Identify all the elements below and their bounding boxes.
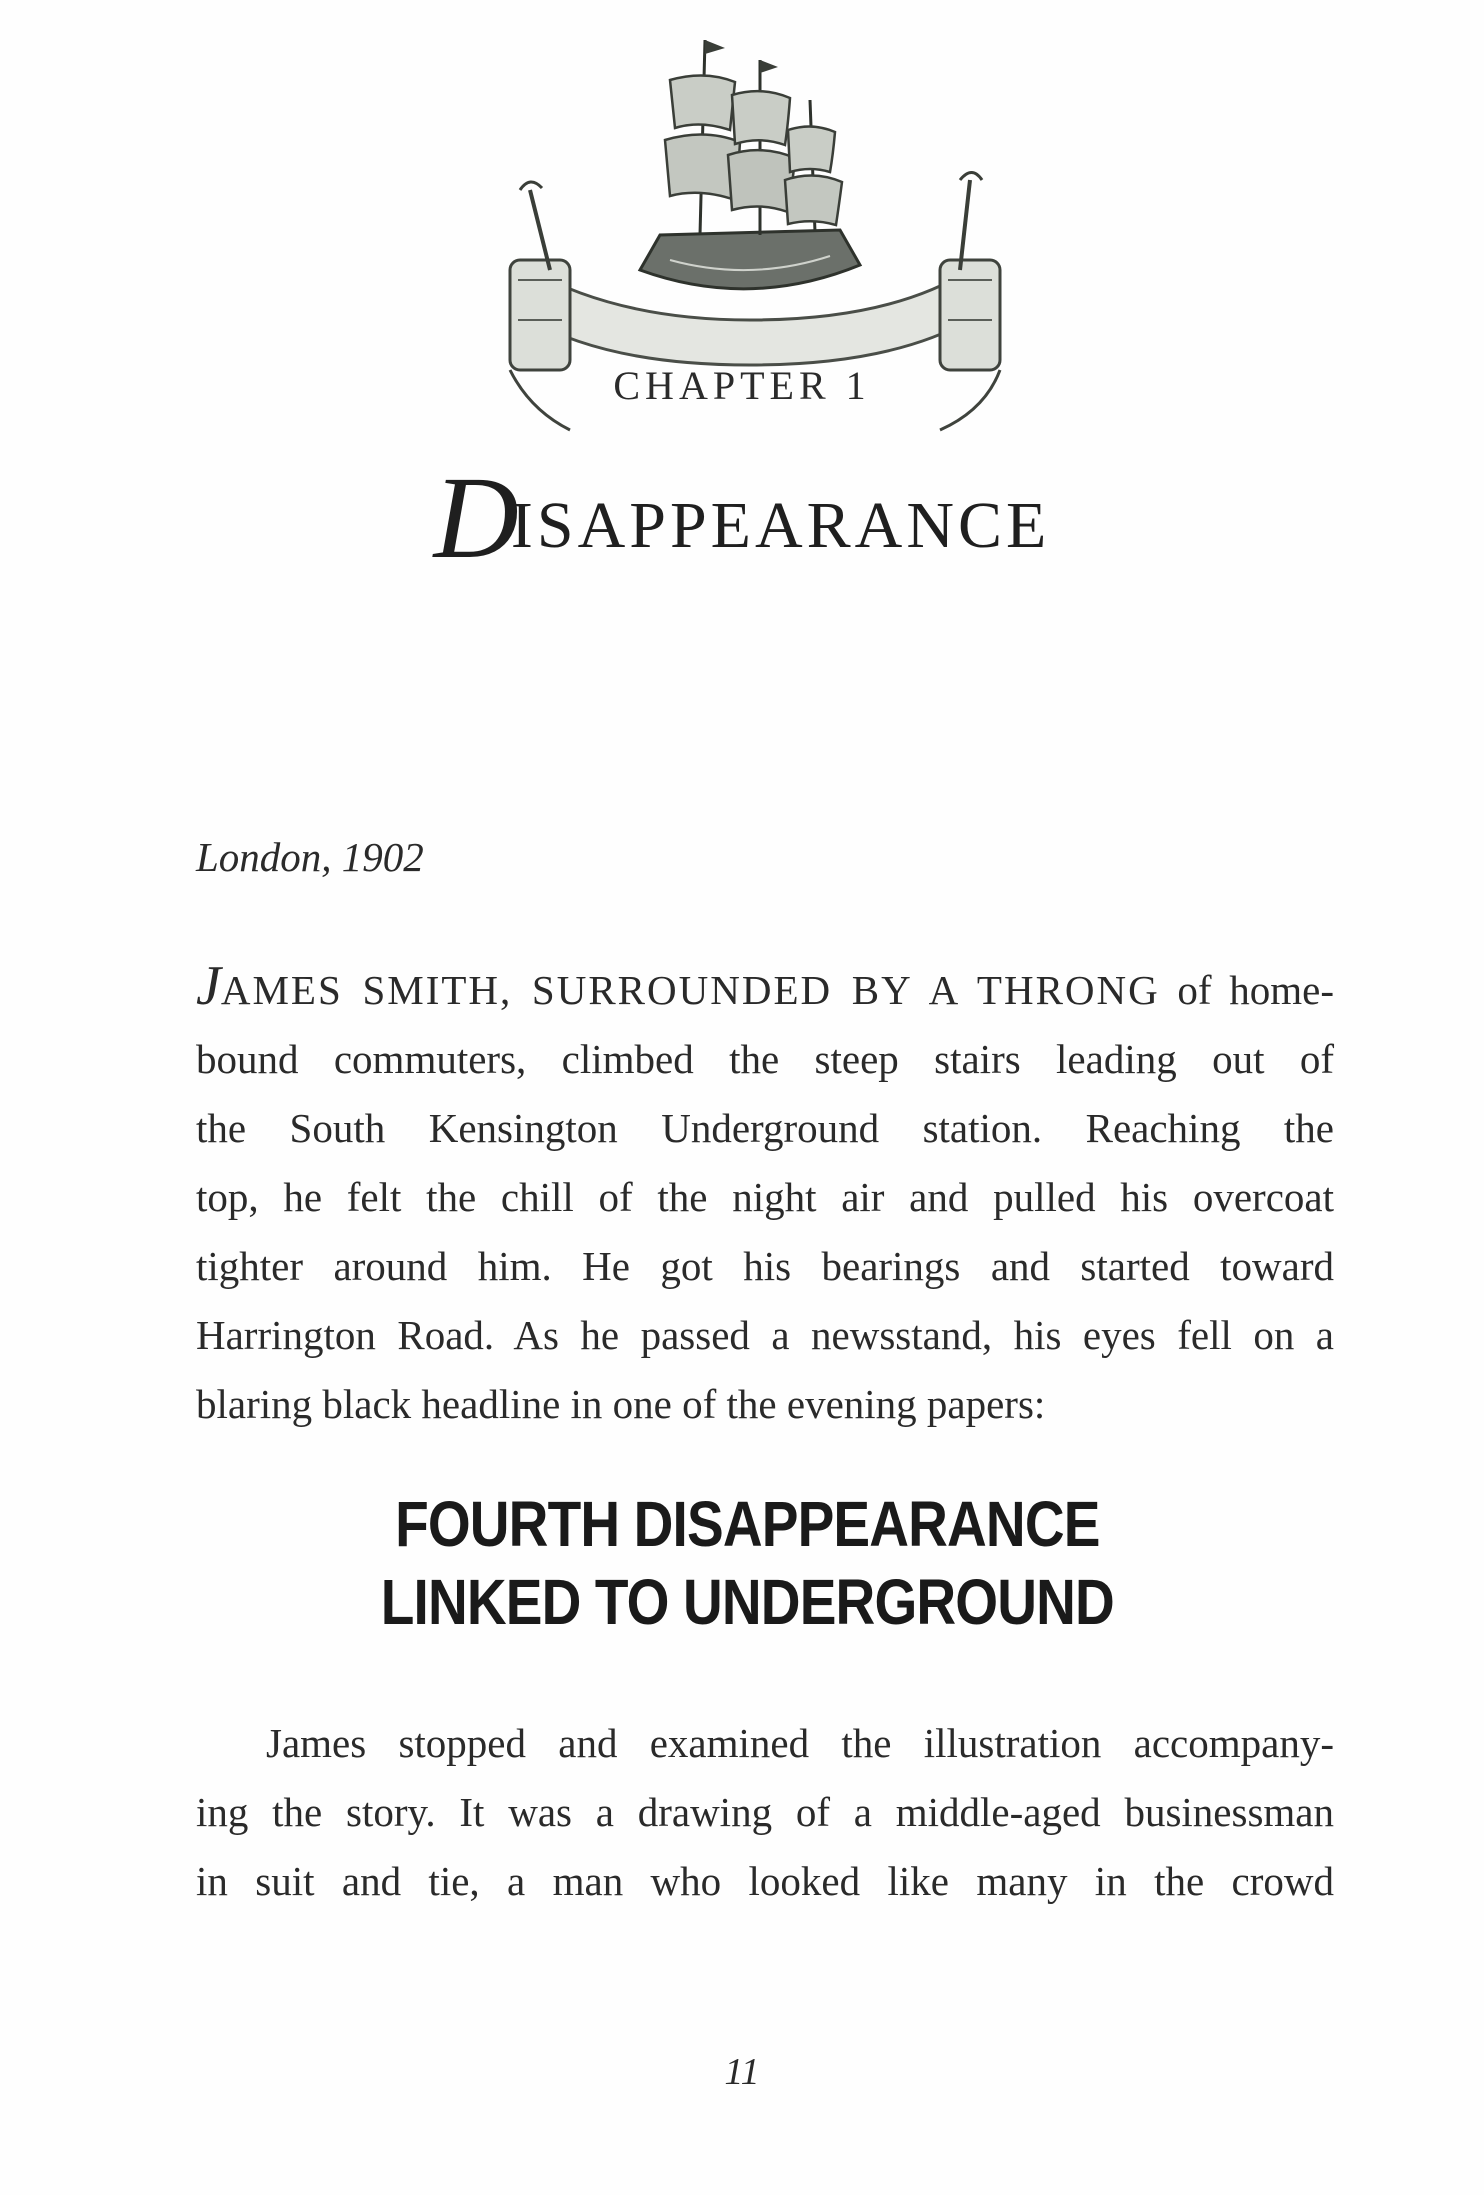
paragraph-line: James stopped and examined the illustration accompany- (266, 1720, 1334, 1766)
paragraph-line: Harrington Road. As he passed a newsstand, his eyes fell on a (196, 1312, 1334, 1358)
paragraph-line: tighter around him. He got his bearings and started toward (196, 1243, 1334, 1289)
chapter-title-dropcap: D (433, 452, 519, 583)
paragraph-line: top, he felt the chill of the night air and pulled his overcoat (196, 1174, 1334, 1220)
page-number: 11 (724, 2051, 760, 2093)
paragraph-line: in suit and tie, a man who looked like many in the crowd (196, 1858, 1334, 1904)
paragraph-line: the South Kensington Underground station. Reaching the (196, 1105, 1334, 1151)
paragraph-line (196, 952, 1334, 1025)
paragraph-dropcap: J (196, 955, 221, 1017)
paragraph-line: bound commuters, climbed the steep stairs leading out of (196, 1036, 1334, 1082)
chapter-title (0, 450, 1484, 586)
paragraph-line: blaring black headline in one of the evening papers: (196, 1381, 1046, 1427)
headline-line-2: LINKED TO UNDERGROUND (380, 1566, 1114, 1638)
paragraph-smallcaps: AMES SMITH, SURROUNDED BY A THRONG (220, 967, 1160, 1013)
chapter-title-text: ISAPPEARANCE (510, 489, 1051, 562)
paragraph-line: ing the story. It was a drawing of a middle-aged businessman (196, 1789, 1334, 1835)
paragraph-2 (196, 1709, 1334, 1916)
chapter-label: CHAPTER 1 (613, 363, 871, 408)
newspaper-headline (109, 1485, 1385, 1641)
paragraph-line-text: of home- (1159, 967, 1334, 1013)
headline-line-1: FOURTH DISAPPEARANCE (395, 1488, 1100, 1560)
place-date: London, 1902 (196, 834, 424, 880)
paragraph-1 (196, 952, 1334, 1439)
